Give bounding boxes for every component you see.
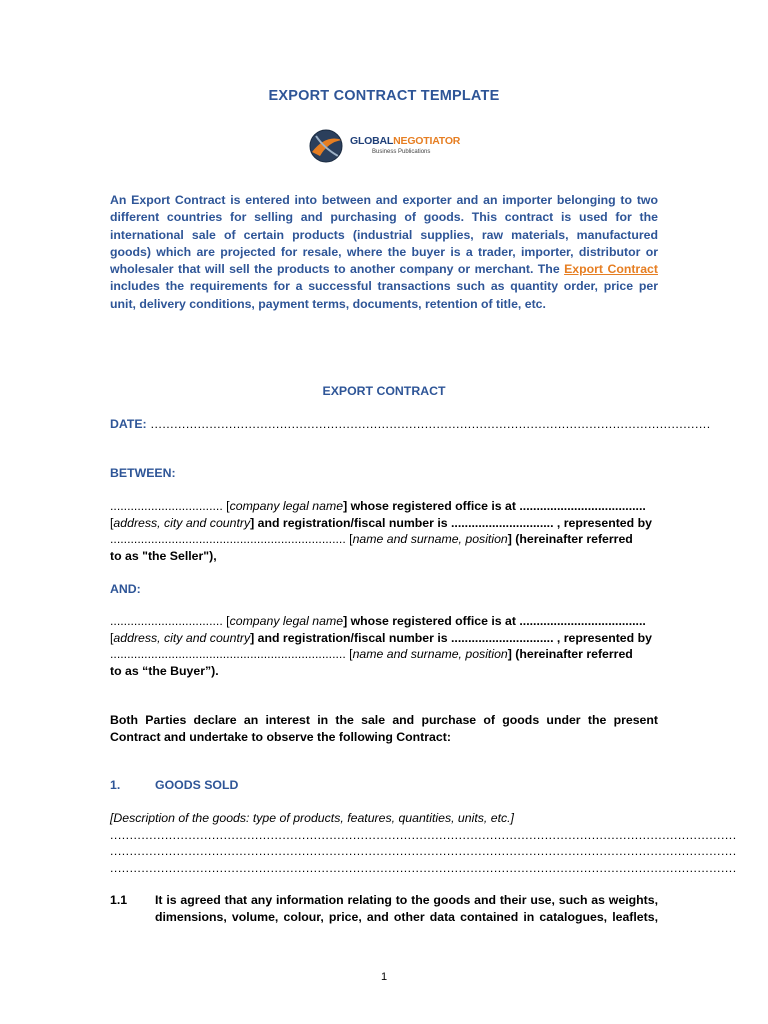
- document-title: EXPORT CONTRACT TEMPLATE: [268, 88, 500, 104]
- document-page: EXPORT CONTRACT TEMPLATE GLOBALNEGOTIATOR Business Publications An Export Contract is entered into between and exporter and an importer belonging to two different countries for selling and purchasing of goods. This contract is used for the international sale of certain products (industrial supplies, raw materials, manufactured goods) which are projected for resale, where the buyer is a trader, importer, distributor or wholesaler that will sell the products to another company or merchant. The Export Contract includes the requirements for a successful transactions such as quantity order, price per unit, delivery conditions, payment terms, documents, retention of title, etc. EXPORT CONTRACT DATE: ............................................................................................................................................... BETWEEN: ................................. [company legal name] whose registered office is at ..................................... [address, city and country] and registration/fiscal number is .............................. , represented by ..................................................................... [name and surname, position] (hereinafter referred to as "the Seller"), AND: ................................. [company legal name] whose registered office is at ..................................... [address, city and country] and registration/fiscal number is .............................. , represented by ..................................................................... [name and surname, position] (hereinafter referred to as “the Buyer”). Both Parties declare an interest in the sale and purchase of goods under the present Contract and undertake to observe the following Contract: 1. GOODS SOLD [Description of the goods: type of products, features, quantities, units, etc.] ................................................................................................................................................................ ................................................................................................................................................................ ................................................................................................................................................................ 1.1 It is agreed that any information relating to the goods and their use, such as weights, dimensions, volume, colour, price, and other data contained in catalogues, leaflets, 1: [0, 0, 768, 1024]
- intro-paragraph: An Export Contract is entered into between and exporter and an importer belonging to two different countries for selling and purchasing of goods. This contract is used for the international sale of certain products (industrial supplies, raw materials, manufactured goods) which are projected for resale, where the buyer is a trader, importer, distributor or wholesaler that will sell the products to another company or merchant. The Export Contract includes the requirements for a successful transactions such as quantity order, price per unit, delivery conditions, payment terms, documents, retention of title, etc.: [110, 193, 658, 311]
- parties-declaration: Both Parties declare an interest in the sale and purchase of goods under the present Contract and undertake to observe the following Contract:: [110, 713, 658, 744]
- logo-tagline: Business Publications: [372, 149, 431, 155]
- fill-line: ................................................................................................................................................................: [110, 827, 737, 842]
- between-label: BETWEEN:: [110, 466, 176, 480]
- date-line: DATE: ...............................................................................................................................................: [110, 417, 711, 431]
- contract-heading: EXPORT CONTRACT: [322, 384, 446, 398]
- seller-party-block: ................................. [company legal name] whose registered office is at ..................................... [address, city and country] and registration/fiscal number is .............................. , represented by ..................................................................... [name and surname, position] (hereinafter referred to as "the Seller"),: [110, 499, 652, 563]
- global-negotiator-logo: [306, 126, 466, 166]
- and-label: AND:: [110, 582, 141, 596]
- page-number: 1: [380, 971, 388, 983]
- globe-icon: [306, 126, 346, 166]
- goods-description: [Description of the goods: type of products, features, quantities, units, etc.] ................................................................................................................................................................ ................................................................................................................................................................ ................................................................................................................................................................: [110, 811, 737, 875]
- fill-line: ................................................................................................................................................................: [110, 860, 737, 875]
- logo-wordmark: GLOBALNEGOTIATOR: [350, 135, 461, 147]
- section-1-heading: 1. GOODS SOLD: [110, 778, 239, 792]
- export-contract-link[interactable]: Export Contract: [564, 262, 658, 277]
- fill-line: ................................................................................................................................................................: [110, 844, 737, 858]
- buyer-party-block: ................................. [company legal name] whose registered office is at ..................................... [address, city and country] and registration/fiscal number is .............................. , represented by ..................................................................... [name and surname, position] (hereinafter referred to as “the Buyer”).: [110, 614, 652, 678]
